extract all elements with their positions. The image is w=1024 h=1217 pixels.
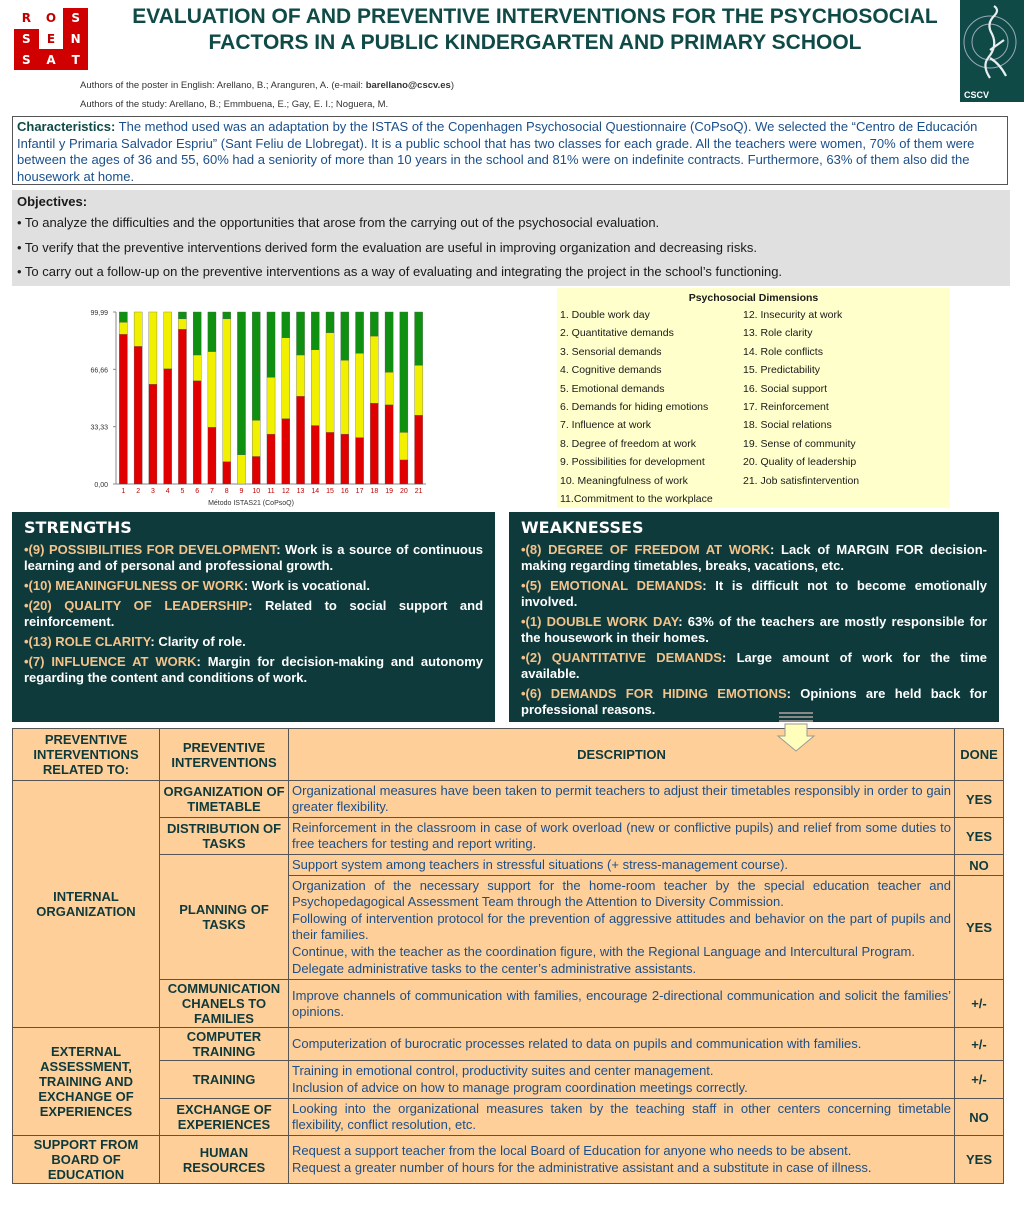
strengths-panel xyxy=(12,512,495,722)
bar-segment xyxy=(223,312,231,319)
dimension-item: 19. Sense of community xyxy=(743,437,856,450)
table-header: DESCRIPTION xyxy=(289,729,955,781)
dimension-item: 10. Meaningfulness of work xyxy=(560,474,688,487)
weakness-key: •(5) EMOTIONAL DEMANDS xyxy=(521,578,703,593)
table-row xyxy=(13,1061,1004,1099)
bar-segment xyxy=(311,350,319,426)
bar-segment xyxy=(119,312,127,322)
bar-segment xyxy=(415,365,423,415)
x-tick-label: 15 xyxy=(326,488,334,495)
bar-segment xyxy=(223,462,231,484)
strengths-title: STRENGTHS xyxy=(24,518,132,537)
weakness-item xyxy=(521,614,987,646)
description-line: Improve channels of communication with families, encourage 2-directional communication and solicit the families’ opinions. xyxy=(292,987,951,1019)
weaknesses-panel xyxy=(509,512,999,722)
table-header-row xyxy=(13,729,1004,781)
y-tick-label: 66,66 xyxy=(90,367,108,375)
x-tick-label: 11 xyxy=(267,488,275,495)
strength-text: : Margin for decision-making and autonomy regarding the content and conditions of work. xyxy=(24,654,483,685)
description-cell xyxy=(289,876,955,980)
characteristics-text: The method used was an adaptation by the ISTAS of the Copenhagen Psychosocial Questionnaire (CoPsoQ). We selected the “Centro de Educación Infantil y Primaria Salvador Espriu” (Sant Feliu de Llobregat). It is a public school that has two classes for each grade. All the teachers were women, 70% of them were between the ages of 36 and 55, 60% had a seniority of more than 10 years in the school and 81% were on indefinite contracts. Furthermore, 63% of them also did the housework at home. xyxy=(17,119,978,184)
dimensions-title: Psychosocial Dimensions xyxy=(688,292,819,304)
strength-item xyxy=(24,654,483,686)
bar-segment xyxy=(282,338,290,419)
description-line: Looking into the organizational measures taken by the teaching staff in other centers concerning timetable flexibility, conflict resolution, etc. xyxy=(292,1101,951,1132)
bar-segment xyxy=(208,427,216,484)
x-tick-label: 2 xyxy=(136,488,141,495)
bar-segment xyxy=(164,312,172,369)
rosensat-logo xyxy=(14,8,88,70)
intervention-cell: EXCHANGE OF EXPERIENCES xyxy=(160,1099,289,1136)
bar-segment xyxy=(267,434,275,484)
strength-key: •(13) ROLE CLARITY xyxy=(24,634,151,649)
x-tick-label: 10 xyxy=(252,488,261,495)
intervention-cell: ORGANIZATION OF TIMETABLE xyxy=(160,781,289,818)
bar-segment xyxy=(385,372,393,405)
bar-segment xyxy=(326,432,334,484)
x-tick-label: 4 xyxy=(165,488,170,495)
bar-segment xyxy=(119,322,127,334)
strength-key: •(10) MEANINGFULNESS OF WORK xyxy=(24,578,244,593)
done-cell: YES xyxy=(955,818,1004,855)
poster-title: EVALUATION OF AND PREVENTIVE INTERVENTIONS FOR THE PSYCHOSOCIAL FACTORS IN A PUBLIC KINDERGARTEN AND PRIMARY SCHOOL xyxy=(132,5,938,54)
bar-segment xyxy=(237,312,245,455)
authors-study: Authors of the study: Arellano, B.; Emmbuena, E.; Gay, E. I.; Noguera, M. xyxy=(80,99,389,110)
bar-segment xyxy=(385,405,393,484)
bar-segment xyxy=(326,333,334,433)
done-cell: +/- xyxy=(955,1028,1004,1061)
x-axis-label: Método ISTAS21 (CoPsoQ) xyxy=(208,500,294,507)
bar-segment xyxy=(134,312,142,346)
dimension-item: 15. Predictability xyxy=(743,364,821,377)
x-tick-label: 9 xyxy=(239,488,244,495)
bar-segment xyxy=(178,312,186,319)
weakness-item xyxy=(521,686,987,718)
dimension-item: 3. Sensorial demands xyxy=(560,345,662,358)
dimension-item: 20. Quality of leadership xyxy=(743,456,857,469)
description-line: Support system among teachers in stressful situations (+ stress-management course). xyxy=(292,857,789,872)
strength-key: •(20) QUALITY OF LEADERSHIP xyxy=(24,598,249,613)
weakness-key: •(6) DEMANDS FOR HIDING EMOTIONS xyxy=(521,686,787,701)
bar-segment xyxy=(193,312,201,355)
strength-text: : Work is a source of continuous learning and of personal and professional growth. xyxy=(24,542,483,573)
table-row xyxy=(13,1028,1004,1061)
description-line: Request a greater number of hours for the administrative assistant and a substitute in case of illness. xyxy=(292,1160,872,1175)
x-tick-label: 21 xyxy=(414,488,423,495)
strength-item xyxy=(24,578,483,594)
dimension-item: 7. Influence at work xyxy=(560,419,652,432)
bar-segment xyxy=(370,312,378,336)
x-tick-label: 20 xyxy=(399,488,408,495)
bar-segment xyxy=(149,384,157,484)
bar-segment xyxy=(267,312,275,377)
description-cell xyxy=(289,980,955,1028)
bar-segment xyxy=(223,319,231,462)
logo-letter: N xyxy=(63,29,88,50)
done-cell: NO xyxy=(955,855,1004,876)
weakness-text: : Lack of MARGIN FOR decision-making regarding timetables, breaks, vacations, etc. xyxy=(521,542,987,573)
x-tick-label: 16 xyxy=(340,488,349,495)
bar-segment xyxy=(341,312,349,360)
y-tick-label: 99,99 xyxy=(90,310,108,317)
x-tick-label: 6 xyxy=(195,488,200,495)
bar-segment xyxy=(356,438,364,484)
category-cell: INTERNAL ORGANIZATION xyxy=(13,781,160,1028)
weakness-text: : It is difficult not to become emotionally involved. xyxy=(521,578,987,609)
x-tick-label: 12 xyxy=(281,488,290,495)
dimension-item: 6. Demands for hiding emotions xyxy=(560,400,709,413)
logo-letter: E xyxy=(39,29,64,50)
bar-segment xyxy=(341,360,349,434)
authors-poster-prefix: Authors of the poster in English: Arellano, B.; Aranguren, A. (e-mail: xyxy=(80,80,366,91)
description-cell xyxy=(289,1061,955,1099)
interventions-table xyxy=(12,728,1004,1184)
logo-letter: S xyxy=(14,29,39,50)
done-cell: +/- xyxy=(955,1061,1004,1099)
bar-segment xyxy=(252,456,260,484)
category-cell: EXTERNAL ASSESSMENT, TRAINING AND EXCHANGE OF EXPERIENCES xyxy=(13,1028,160,1136)
description-cell xyxy=(289,818,955,855)
strength-text: : Related to social support and reinforcement. xyxy=(24,598,484,629)
bar-segment xyxy=(252,312,260,420)
table-row xyxy=(13,781,1004,818)
dimension-item: 16. Social support xyxy=(743,382,828,395)
description-cell xyxy=(289,1099,955,1136)
bar-segment xyxy=(282,419,290,484)
weaknesses-title: WEAKNESSES xyxy=(521,518,644,537)
dimension-item: 17. Reinforcement xyxy=(743,400,829,413)
authors-poster-suffix: ) xyxy=(450,80,454,91)
bar-segment xyxy=(119,334,127,484)
bar-segment xyxy=(208,312,216,352)
strength-text: : Work is vocational. xyxy=(243,578,370,593)
dimension-item: 8. Degree of freedom at work xyxy=(560,437,696,450)
dimension-item: 12. Insecurity at work xyxy=(743,309,843,321)
weakness-key: •(2) QUANTITATIVE DEMANDS xyxy=(521,650,722,665)
strength-key: •(9) POSSIBILITIES FOR DEVELOPMENT xyxy=(24,542,277,557)
logo-letter: R xyxy=(14,8,39,29)
x-tick-label: 5 xyxy=(180,488,185,495)
table-row xyxy=(13,1099,1004,1136)
bar-segment xyxy=(282,312,290,338)
description-line: Continue, with the teacher as the coordination figure, with the Regional Language and Intercultural Program. xyxy=(292,944,915,959)
description-line: Reinforcement in the classroom in case of work overload (new or conflictive pupils) and relief from some duties to free teachers for testing and report writing. xyxy=(292,820,951,851)
psychosocial-bar-chart xyxy=(80,300,440,515)
dimension-item: 2. Quantitative demands xyxy=(560,327,674,340)
x-tick-label: 18 xyxy=(370,488,379,495)
bar-segment xyxy=(208,352,216,428)
logo-letter: S xyxy=(14,49,39,70)
description-line: Following of intervention protocol for the prevention of aggressive attitudes and behavior on the part of pupils and their families. xyxy=(292,911,951,942)
dimensions-legend xyxy=(557,288,950,508)
y-tick-label: 0,00 xyxy=(94,482,108,489)
intervention-cell: DISTRIBUTION OF TASKS xyxy=(160,818,289,855)
dimension-item: 9. Possibilities for development xyxy=(560,456,705,469)
bar-segment xyxy=(385,312,393,372)
dimension-item: 11.Commitment to the workplace xyxy=(560,492,713,505)
x-tick-label: 17 xyxy=(355,488,364,495)
logo-letter: O xyxy=(39,8,64,29)
table-header: PREVENTIVE INTERVENTIONS xyxy=(160,729,289,781)
description-cell xyxy=(289,1028,955,1061)
bar-segment xyxy=(296,312,304,355)
done-cell: YES xyxy=(955,781,1004,818)
done-cell: YES xyxy=(955,1136,1004,1184)
dimension-item: 14. Role conflicts xyxy=(743,345,823,358)
table-row xyxy=(13,980,1004,1028)
weakness-key: •(8) DEGREE OF FREEDOM AT WORK xyxy=(521,542,770,557)
bar-segment xyxy=(415,312,423,365)
figure-icon xyxy=(960,0,1024,90)
objectives-box xyxy=(12,190,1010,286)
strength-item xyxy=(24,542,483,574)
objectives-title: Objectives: xyxy=(17,194,88,209)
bar-segment xyxy=(267,377,275,434)
objective-item: • To verify that the preventive interventions derived form the evaluation are useful in improving organization and decreasing risks. xyxy=(17,239,757,255)
bar-segment xyxy=(341,434,349,484)
done-cell: YES xyxy=(955,876,1004,980)
dimension-item: 13. Role clarity xyxy=(743,327,813,340)
bar-segment xyxy=(252,420,260,456)
authors-poster xyxy=(80,80,454,91)
intervention-cell: COMMUNICATION CHANELS TO FAMILIES xyxy=(160,980,289,1028)
bar-segment xyxy=(237,455,245,484)
down-arrow-icon xyxy=(776,712,816,752)
characteristics-label: Characteristics: xyxy=(17,119,116,134)
weakness-text: : 63% of the teachers are mostly responsible for the housework in their homes. xyxy=(521,614,987,645)
bar-segment xyxy=(356,353,364,437)
table-row xyxy=(13,855,1004,876)
x-tick-label: 3 xyxy=(150,488,155,495)
bar-segment xyxy=(296,355,304,396)
strength-item xyxy=(24,598,483,630)
description-line: Inclusion of advice on how to manage program coordination meetings correctly. xyxy=(292,1080,748,1095)
done-cell: +/- xyxy=(955,980,1004,1028)
x-tick-label: 14 xyxy=(311,488,320,495)
description-cell xyxy=(289,1136,955,1184)
weakness-item xyxy=(521,542,987,574)
x-tick-label: 1 xyxy=(121,488,126,495)
cscv-logo xyxy=(960,0,1024,102)
bar-segment xyxy=(193,355,201,381)
bar-segment xyxy=(370,336,378,403)
logo-letter: T xyxy=(63,49,88,70)
bar-segment xyxy=(400,312,408,432)
description-line: Training in emotional control, productivity suites and center management. xyxy=(292,1063,714,1078)
dimension-item: 21. Job satisfintervention xyxy=(743,474,860,487)
author-email-link[interactable]: barellano@cscv.es xyxy=(365,80,451,91)
y-tick-label: 33,33 xyxy=(90,424,108,432)
dimensions-col-1 xyxy=(560,308,713,510)
description-cell xyxy=(289,855,955,876)
dimension-item: 18. Social relations xyxy=(743,419,832,432)
strength-item xyxy=(24,634,483,650)
bar-segment xyxy=(296,396,304,484)
bar-segment xyxy=(415,415,423,484)
description-line: Request a support teacher from the local Board of Education for anyone who needs to be absent. xyxy=(292,1143,852,1158)
category-cell: SUPPORT FROM BOARD OF EDUCATION xyxy=(13,1136,160,1184)
characteristics-box xyxy=(12,116,1008,185)
weakness-text: : Opinions are held back for professional reasons. xyxy=(521,686,987,717)
bar-segment xyxy=(149,312,157,384)
dimensions-col-2 xyxy=(743,308,859,492)
bar-segment xyxy=(178,319,186,329)
bar-segment xyxy=(400,460,408,484)
objective-item: • To analyze the difficulties and the opportunities that arose from the carrying out of the psychosocial evaluation. xyxy=(17,215,660,230)
table-row xyxy=(13,818,1004,855)
cscv-logo-text: CSCV xyxy=(964,90,990,100)
bar-segment xyxy=(164,369,172,484)
bar-segment xyxy=(134,346,142,484)
description-line: Delegate administrative tasks to the center’s administrative assistants. xyxy=(292,961,697,976)
strength-key: •(7) INFLUENCE AT WORK xyxy=(24,654,197,669)
description-line: Organizational measures have been taken to permit teachers to adjust their timetables responsibly in order to gain greater flexibility. xyxy=(292,783,951,814)
table-header: DONE xyxy=(955,729,1004,781)
x-tick-label: 19 xyxy=(385,488,393,495)
table-row xyxy=(13,1136,1004,1184)
bar-segment xyxy=(326,312,334,333)
bar-segment xyxy=(178,329,186,484)
logo-letter: A xyxy=(39,49,64,70)
weakness-key: •(1) DOUBLE WORK DAY xyxy=(521,614,679,629)
dimension-item: 1. Double work day xyxy=(560,309,650,321)
table-header: PREVENTIVE INTERVENTIONS RELATED TO: xyxy=(13,729,160,781)
weakness-item xyxy=(521,578,987,610)
dimension-item: 5. Emotional demands xyxy=(560,382,665,395)
bar-segment xyxy=(311,426,319,484)
intervention-cell: HUMAN RESOURCES xyxy=(160,1136,289,1184)
description-cell xyxy=(289,781,955,818)
description-line: Computerization of burocratic processes related to data on pupils and communication with families. xyxy=(292,1036,862,1051)
bar-segment xyxy=(193,381,201,484)
x-tick-label: 13 xyxy=(296,488,305,495)
x-tick-label: 7 xyxy=(209,488,214,495)
intervention-cell: PLANNING OF TASKS xyxy=(160,855,289,980)
done-cell: NO xyxy=(955,1099,1004,1136)
intervention-cell: TRAINING xyxy=(160,1061,289,1099)
weakness-item xyxy=(521,650,987,682)
bar-segment xyxy=(311,312,319,350)
logo-letter: S xyxy=(63,8,88,29)
description-line: Organization of the necessary support for the home-room teacher by the special education teacher and Psychopedagogical Assessment Team through the Attention to Diversity Commission. xyxy=(292,878,951,909)
strength-text: : Clarity of role. xyxy=(150,634,246,649)
x-tick-label: 8 xyxy=(224,488,229,495)
dimension-item: 4. Cognitive demands xyxy=(560,364,662,377)
objective-item: • To carry out a follow-up on the preventive interventions as a way of evaluating and integrating the project in the school’s functioning. xyxy=(17,264,783,279)
weakness-text: : Large amount of work for the time available. xyxy=(521,650,988,681)
bar-segment xyxy=(400,432,408,460)
bar-segment xyxy=(370,403,378,484)
bar-segment xyxy=(356,312,364,353)
intervention-cell: COMPUTER TRAINING xyxy=(160,1028,289,1061)
